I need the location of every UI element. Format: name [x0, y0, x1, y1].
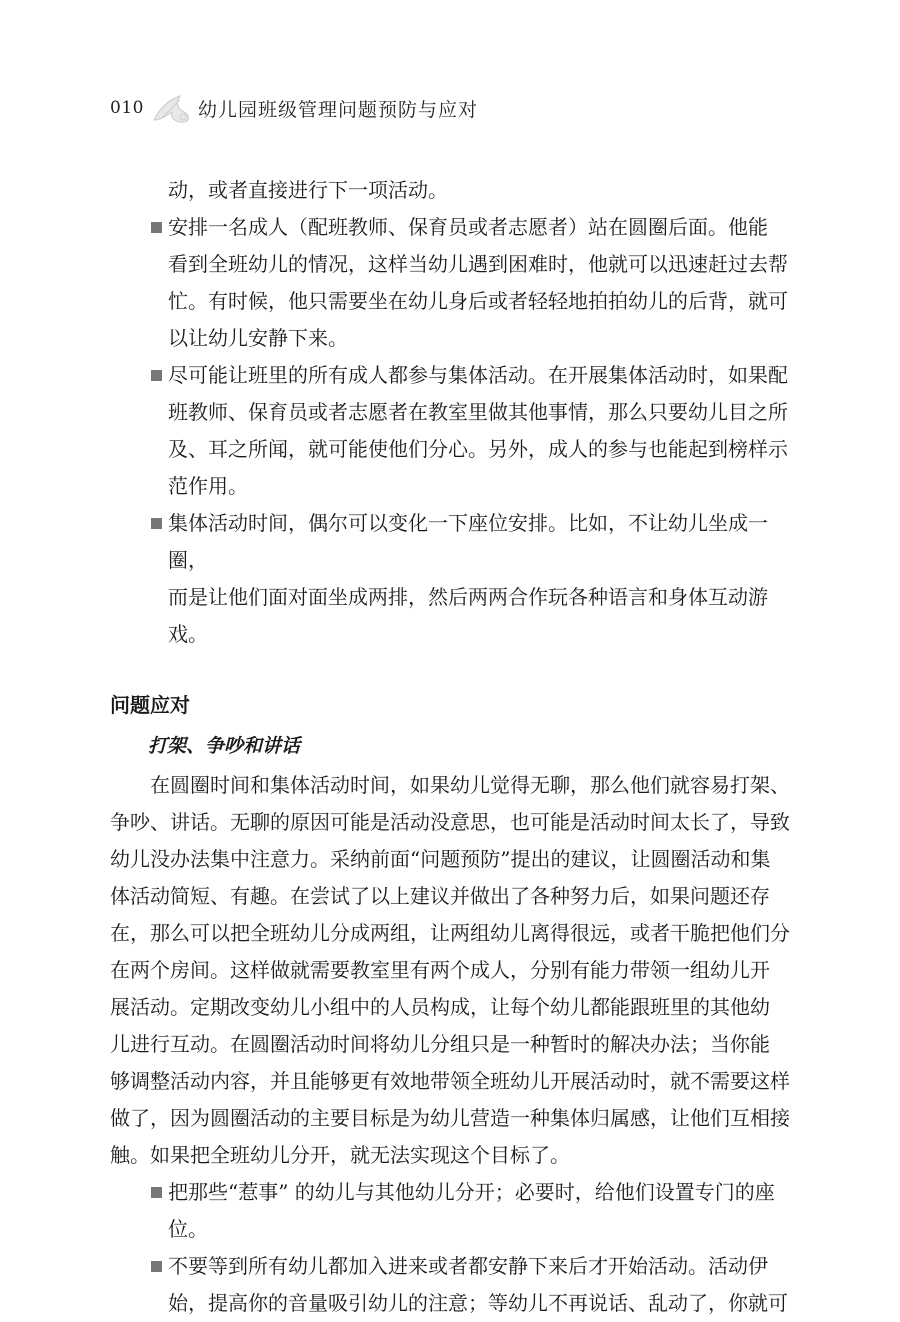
leaf-ornament-icon [150, 90, 194, 126]
paragraph-line: 在圆圈时间和集体活动时间，如果幼儿觉得无聊，那么他们就容易打架、 [150, 773, 790, 797]
bullet-line: 班教师、保育员或者志愿者在教室里做其他事情，那么只要幼儿目之所 [168, 400, 788, 424]
paragraph-line: 争吵、讲话。无聊的原因可能是活动没意思，也可能是活动时间太长了，导致 [110, 810, 790, 834]
bullet-line: 忙。有时候，他只需要坐在幼儿身后或者轻轻地拍拍幼儿的后背，就可 [168, 289, 788, 313]
bullet-line: 把那些“惹事” 的幼儿与其他幼儿分开；必要时，给他们设置专门的座位。 [168, 1180, 775, 1241]
square-bullet-icon [151, 518, 162, 529]
bullet-line: 集体活动时间，偶尔可以变化一下座位安排。比如，不让幼儿坐成一圈， [168, 511, 768, 572]
paragraph-line: 触。如果把全班幼儿分开，就无法实现这个目标了。 [110, 1143, 570, 1167]
paragraph-line: 在，那么可以把全班幼儿分成两组，让两组幼儿离得很远，或者干脆把他们分 [110, 921, 790, 945]
bullet-list-prevention [110, 209, 790, 653]
paragraph-line: 体活动简短、有趣。在尝试了以上建议并做出了各种努力后，如果问题还存 [110, 884, 770, 908]
bullet-line: 而是让他们面对面坐成两排，然后两两合作玩各种语言和身体互动游戏。 [168, 585, 768, 646]
bullet-line: 及、耳之所闻，就可能使他们分心。另外，成人的参与也能起到榜样示 [168, 437, 788, 461]
page-header [110, 88, 478, 128]
square-bullet-icon [151, 222, 162, 233]
square-bullet-icon [151, 1187, 162, 1198]
page-body [110, 172, 790, 1322]
square-bullet-icon [151, 370, 162, 381]
paragraph-line: 在两个房间。这样做就需要教室里有两个成人，分别有能力带领一组幼儿开 [110, 958, 770, 982]
bullet-item [110, 209, 790, 357]
running-title: 幼儿园班级管理问题预防与应对 [197, 98, 478, 121]
section-title: 问题应对 [110, 693, 190, 717]
bullet-line: 安排一名成人（配班教师、保育员或者志愿者）站在圆圈后面。他能 [168, 215, 768, 239]
bullet-item [110, 357, 790, 505]
paragraph-line: 展活动。定期改变幼儿小组中的人员构成，让每个幼儿都能跟班里的其他幼 [110, 995, 770, 1019]
bullet-line: 尽可能让班里的所有成人都参与集体活动。在开展集体活动时，如果配 [168, 363, 788, 387]
body-paragraph [110, 767, 790, 1174]
page-number: 010 [110, 98, 144, 118]
bullet-item [110, 1248, 790, 1322]
paragraph-line: 儿进行互动。在圆圈活动时间将幼儿分组只是一种暂时的解决办法；当你能 [110, 1032, 770, 1056]
bullet-line: 不要等到所有幼儿都加入进来或者都安静下来后才开始活动。活动伊 [168, 1254, 768, 1278]
paragraph-line: 做了，因为圆圈活动的主要目标是为幼儿营造一种集体归属感，让他们互相接 [110, 1106, 790, 1130]
paragraph-line: 够调整活动内容，并且能够更有效地带领全班幼儿开展活动时，就不需要这样 [110, 1069, 790, 1093]
bullet-line: 看到全班幼儿的情况，这样当幼儿遇到困难时，他就可以迅速赶过去帮 [168, 252, 788, 276]
square-bullet-icon [151, 1261, 162, 1272]
paragraph-line: 幼儿没办法集中注意力。采纳前面“问题预防”提出的建议，让圆圈活动和集 [110, 847, 771, 871]
continuation-line: 动，或者直接进行下一项活动。 [168, 178, 448, 202]
bullet-list-response [110, 1174, 790, 1322]
subsection-title: 打架、争吵和讲话 [148, 735, 301, 757]
bullet-line: 始，提高你的音量吸引幼儿的注意；等幼儿不再说话、乱动了，你就可 [168, 1291, 788, 1315]
bullet-item [110, 505, 790, 653]
bullet-line: 以让幼儿安静下来。 [168, 326, 348, 350]
bullet-item [110, 1174, 790, 1248]
bullet-line: 范作用。 [168, 474, 248, 498]
